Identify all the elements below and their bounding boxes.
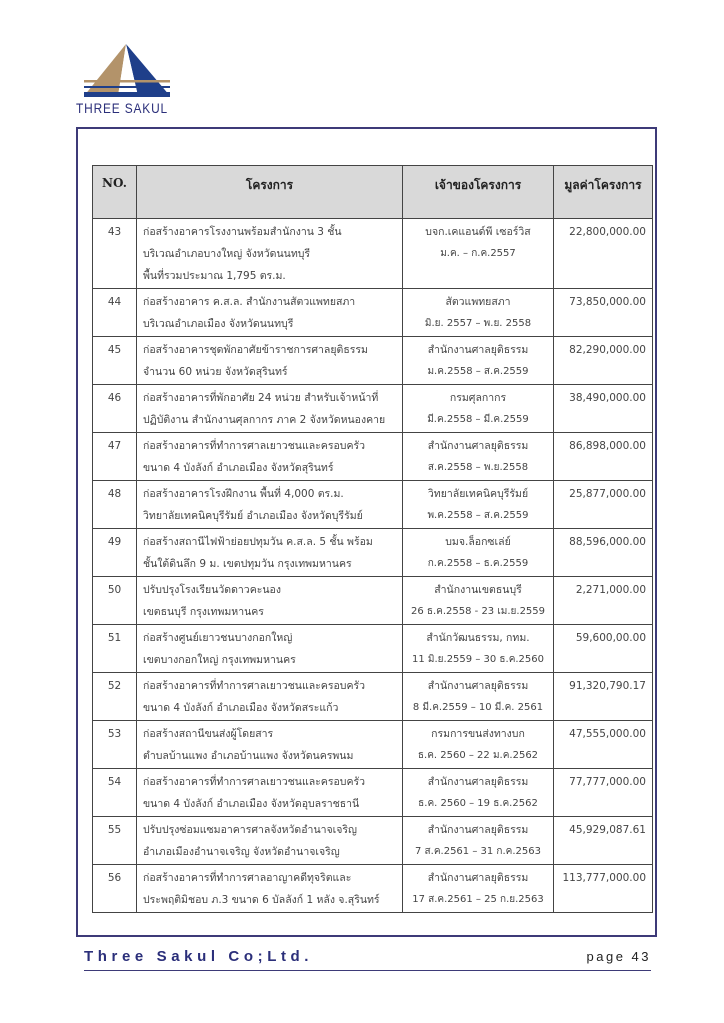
header-owner: เจ้าของโครงการ <box>403 166 554 219</box>
project-line: ชั้นใต้ดินลึก 9 ม. เขตปทุมวัน กรุงเทพมหานคร <box>143 558 352 570</box>
row-number: 56 <box>107 872 122 884</box>
project-line: เขตบางกอกใหญ่ กรุงเทพมหานคร <box>143 654 296 666</box>
table-row <box>93 219 653 289</box>
table-row <box>93 433 653 481</box>
row-number: 53 <box>107 728 122 740</box>
footer-page-number: page 43 <box>586 949 651 964</box>
value-cell <box>554 673 653 721</box>
row-number-cell <box>93 385 137 433</box>
owner-cell <box>403 219 554 289</box>
project-line: ก่อสร้างอาคารที่ทำการศาลเยาวชนและครอบครัว <box>143 680 365 692</box>
project-value: 82,290,000.00 <box>569 344 646 356</box>
value-cell <box>554 289 653 337</box>
project-period: ธ.ค. 2560 – 22 ม.ค.2562 <box>417 750 539 761</box>
project-line: ปรับปรุงโรงเรียนวัดดาวคะนอง <box>143 584 281 596</box>
project-period: ม.ค. – ก.ค.2557 <box>440 248 516 259</box>
row-number: 47 <box>107 440 122 452</box>
project-period: 17 ส.ค.2561 – 25 ก.ย.2563 <box>412 894 544 905</box>
row-number: 46 <box>107 392 122 404</box>
owner-name: วิทยาลัยเทคนิคบุรีรัมย์ <box>427 488 529 500</box>
owner-name: สำนักงานศาลยุติธรรม <box>427 344 529 356</box>
project-cell <box>137 625 403 673</box>
project-value: 2,271,000.00 <box>575 584 646 596</box>
project-line: ปฏิบัติงาน สำนักงานศุลกากร ภาค 2 จังหวัดหนองคาย <box>143 414 386 426</box>
project-value: 59,600,00.00 <box>575 632 646 644</box>
row-number-cell <box>93 433 137 481</box>
project-line: ก่อสร้างอาคารที่พักอาศัย 24 หน่วย สำหรับเจ้าหน้าที่ <box>143 392 379 404</box>
project-period: ส.ค.2558 – พ.ย.2558 <box>427 462 529 473</box>
project-line: วิทยาลัยเทคนิคบุรีรัมย์ อำเภอเมือง จังหวัดบุรีรัมย์ <box>143 510 363 522</box>
owner-name: สัตวแพทยสภา <box>445 296 511 308</box>
value-cell <box>554 625 653 673</box>
owner-name: สำนักงานศาลยุติธรรม <box>427 776 529 788</box>
owner-cell <box>403 769 554 817</box>
table-row <box>93 817 653 865</box>
owner-name: กรมการขนส่งทางบก <box>431 728 525 740</box>
row-number-cell <box>93 625 137 673</box>
project-cell <box>137 289 403 337</box>
project-cell <box>137 577 403 625</box>
project-line: บริเวณอำเภอเมือง จังหวัดนนทบุรี <box>143 318 294 330</box>
project-period: ก.ค.2558 – ธ.ค.2559 <box>427 558 529 569</box>
table-header-row <box>93 166 653 219</box>
project-line: จำนวน 60 หน่วย จังหวัดสุรินทร์ <box>143 366 288 378</box>
row-number: 43 <box>107 226 122 238</box>
owner-cell <box>403 865 554 913</box>
header-project: โครงการ <box>137 166 403 219</box>
project-period: 11 มิ.ย.2559 – 30 ธ.ค.2560 <box>411 654 545 665</box>
project-period: ธ.ค. 2560 – 19 ธ.ค.2562 <box>418 798 538 809</box>
project-cell <box>137 673 403 721</box>
row-number: 44 <box>107 296 122 308</box>
row-number: 50 <box>107 584 122 596</box>
owner-cell <box>403 721 554 769</box>
value-cell <box>554 817 653 865</box>
project-period: 26 ธ.ค.2558 - 23 เม.ย.2559 <box>410 606 546 617</box>
project-value: 113,777,000.00 <box>562 872 646 884</box>
table-row <box>93 577 653 625</box>
project-line: ก่อสร้างอาคารที่ทำการศาลเยาวชนและครอบครัว <box>143 440 365 452</box>
owner-cell <box>403 337 554 385</box>
project-value: 25,877,000.00 <box>569 488 646 500</box>
project-line: ก่อสร้างอาคารที่ทำการศาลเยาวชนและครอบครัว <box>143 776 365 788</box>
project-line: ก่อสร้างอาคารที่ทำการศาลอาญาคดีทุจริตและ <box>143 872 352 884</box>
project-line: อำเภอเมืองอำนาจเจริญ จังหวัดอำนาจเจริญ <box>143 846 340 858</box>
owner-cell <box>403 481 554 529</box>
value-cell <box>554 769 653 817</box>
project-cell <box>137 385 403 433</box>
header-no: NO. <box>93 166 137 219</box>
project-value: 86,898,000.00 <box>569 440 646 452</box>
row-number-cell <box>93 817 137 865</box>
row-number-cell <box>93 481 137 529</box>
row-number-cell <box>93 673 137 721</box>
value-cell <box>554 219 653 289</box>
table-row <box>93 769 653 817</box>
project-line: บริเวณอำเภอบางใหญ่ จังหวัดนนทบุรี <box>143 248 311 260</box>
owner-cell <box>403 289 554 337</box>
project-line: ก่อสร้างอาคารโรงงานพร้อมสำนักงาน 3 ชั้น <box>143 226 342 238</box>
page-footer <box>84 948 651 971</box>
project-value: 47,555,000.00 <box>569 728 646 740</box>
project-period: 7 ส.ค.2561 – 31 ก.ค.2563 <box>415 846 541 857</box>
project-value: 91,320,790.17 <box>569 680 646 692</box>
row-number: 52 <box>107 680 122 692</box>
owner-cell <box>403 625 554 673</box>
value-cell <box>554 433 653 481</box>
owner-name: บมจ.ล็อกซเล่ย์ <box>445 536 511 548</box>
project-value: 88,596,000.00 <box>569 536 646 548</box>
row-number-cell <box>93 577 137 625</box>
table-row <box>93 865 653 913</box>
value-cell <box>554 865 653 913</box>
table-row <box>93 721 653 769</box>
project-cell <box>137 865 403 913</box>
project-cell <box>137 219 403 289</box>
project-cell <box>137 481 403 529</box>
row-number: 55 <box>107 824 122 836</box>
row-number: 54 <box>107 776 122 788</box>
company-logo <box>70 40 182 124</box>
project-line: ขนาด 4 บังลังก์ อำเภอเมือง จังหวัดสระแก้ว <box>143 702 339 714</box>
project-line: ก่อสร้างอาคาร ค.ส.ล. สำนักงานสัตวแพทยสภา <box>143 296 356 308</box>
project-line: ก่อสร้างศูนย์เยาวชนบางกอกใหญ่ <box>143 632 293 644</box>
row-number-cell <box>93 289 137 337</box>
project-cell <box>137 769 403 817</box>
project-value: 22,800,000.00 <box>569 226 646 238</box>
table-row <box>93 289 653 337</box>
table-row <box>93 529 653 577</box>
row-number-cell <box>93 337 137 385</box>
logo-text: THREE SAKUL <box>76 100 169 116</box>
value-cell <box>554 577 653 625</box>
logo-triangle-icon <box>70 40 182 104</box>
project-value: 77,777,000.00 <box>569 776 646 788</box>
project-value: 73,850,000.00 <box>569 296 646 308</box>
owner-cell <box>403 817 554 865</box>
row-number: 45 <box>107 344 122 356</box>
owner-name: บจก.เคแอนด์พี เซอร์วิส <box>425 226 531 238</box>
project-cell <box>137 529 403 577</box>
row-number-cell <box>93 865 137 913</box>
table-row <box>93 673 653 721</box>
project-cell <box>137 721 403 769</box>
project-line: ขนาด 4 บังลังก์ อำเภอเมือง จังหวัดอุบลราชธานี <box>143 798 360 810</box>
row-number: 48 <box>107 488 122 500</box>
owner-cell <box>403 673 554 721</box>
project-line: ตำบลบ้านแพง อำเภอบ้านแพง จังหวัดนครพนม <box>143 750 354 762</box>
table-row <box>93 481 653 529</box>
table-row <box>93 337 653 385</box>
project-table <box>92 165 653 913</box>
project-line: ก่อสร้างสถานีไฟฟ้าย่อยปทุมวัน ค.ส.ล. 5 ชั้น พร้อม <box>143 536 373 548</box>
project-cell <box>137 433 403 481</box>
owner-name: กรมศุลกากร <box>449 392 507 404</box>
owner-cell <box>403 385 554 433</box>
row-number-cell <box>93 721 137 769</box>
value-cell <box>554 721 653 769</box>
project-period: มิ.ย. 2557 – พ.ย. 2558 <box>424 318 532 329</box>
table-body <box>93 219 653 913</box>
project-line: ประพฤติมิชอบ ภ.3 ขนาด 6 บัลลังก์ 1 หลัง จ.สุรินทร์ <box>143 894 380 906</box>
project-line: ปรับปรุงซ่อมแซมอาคารศาลจังหวัดอำนาจเจริญ <box>143 824 357 836</box>
owner-cell <box>403 577 554 625</box>
project-period: 8 มี.ค.2559 – 10 มี.ค. 2561 <box>412 702 544 713</box>
owner-name: สำนักวัฒนธรรม, กทม. <box>426 632 530 644</box>
value-cell <box>554 529 653 577</box>
project-period: พ.ค.2558 – ส.ค.2559 <box>427 510 529 521</box>
table-row <box>93 385 653 433</box>
owner-cell <box>403 529 554 577</box>
owner-name: สำนักงานศาลยุติธรรม <box>427 680 529 692</box>
row-number-cell <box>93 219 137 289</box>
header-value: มูลค่าโครงการ <box>554 166 653 219</box>
row-number: 51 <box>107 632 122 644</box>
project-period: มี.ค.2558 – มี.ค.2559 <box>427 414 529 425</box>
owner-name: สำนักงานศาลยุติธรรม <box>427 440 529 452</box>
project-period: ม.ค.2558 – ส.ค.2559 <box>427 366 529 377</box>
row-number-cell <box>93 529 137 577</box>
project-cell <box>137 337 403 385</box>
project-cell <box>137 817 403 865</box>
project-line: ก่อสร้างอาคารชุดพักอาศัยข้าราชการศาลยุติธรรม <box>143 344 368 356</box>
owner-cell <box>403 433 554 481</box>
owner-name: สำนักงานศาลยุติธรรม <box>427 872 529 884</box>
value-cell <box>554 385 653 433</box>
project-line: เขตธนบุรี กรุงเทพมหานคร <box>143 606 264 618</box>
project-line: ก่อสร้างอาคารโรงฝึกงาน พื้นที่ 4,000 ตร.ม. <box>143 488 344 500</box>
row-number: 49 <box>107 536 122 548</box>
table-row <box>93 625 653 673</box>
value-cell <box>554 481 653 529</box>
project-value: 38,490,000.00 <box>569 392 646 404</box>
row-number-cell <box>93 769 137 817</box>
footer-company-name: Three Sakul Co;Ltd. <box>84 948 314 965</box>
project-line: ขนาด 4 บังลังก์ อำเภอเมือง จังหวัดสุรินทร์ <box>143 462 334 474</box>
owner-name: สำนักงานศาลยุติธรรม <box>427 824 529 836</box>
project-value: 45,929,087.61 <box>569 824 646 836</box>
project-line: ก่อสร้างสถานีขนส่งผู้โดยสาร <box>143 728 274 740</box>
owner-name: สำนักงานเขตธนบุรี <box>434 584 522 596</box>
project-line: พื้นที่รวมประมาณ 1,795 ตร.ม. <box>143 270 286 282</box>
value-cell <box>554 337 653 385</box>
